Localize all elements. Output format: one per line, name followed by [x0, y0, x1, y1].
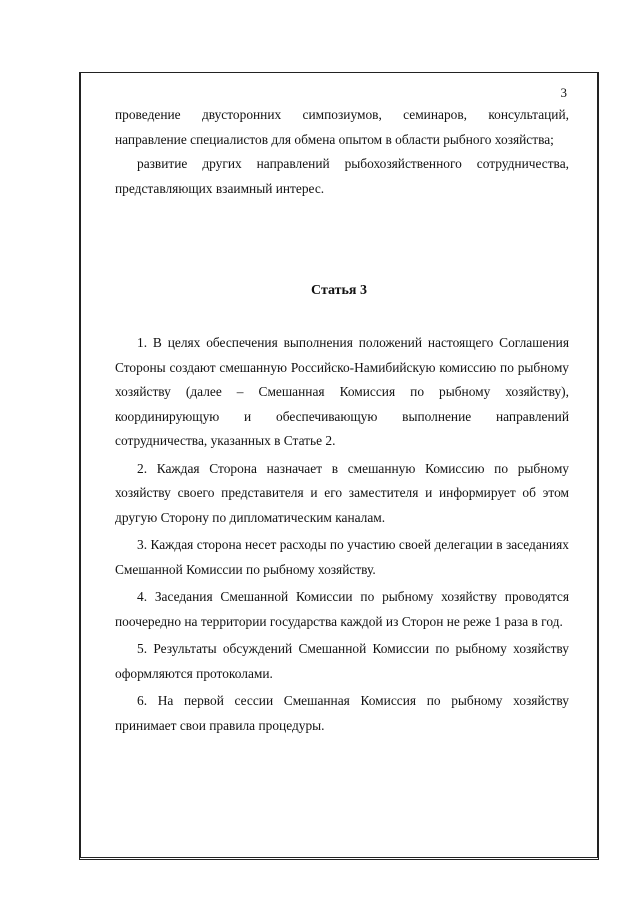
page-frame [79, 72, 599, 860]
intro-text [115, 103, 569, 201]
article-paragraph: 5. Результаты обсуждений Смешанной Комиссии по рыбному хозяйству оформляются протоколами. [115, 641, 569, 681]
article-paragraph: 4. Заседания Смешанной Комиссии по рыбному хозяйству проводятся поочередно на территории государства каждой из Сторон не реже 1 раза в год. [115, 589, 569, 629]
page-number: 3 [560, 85, 567, 100]
article-body [115, 331, 569, 741]
article-paragraph: 3. Каждая сторона несет расходы по участию своей делегации в заседаниях Смешанной Комиссии по рыбному хозяйству. [115, 537, 569, 577]
intro-paragraph: проведение двусторонних симпозиумов, семинаров, консультаций, направление специалистов для обмена опытом в области рыбного хозяйства; [115, 107, 569, 147]
article-paragraph: 2. Каждая Сторона назначает в смешанную Комиссию по рыбному хозяйству своего представителя и его заместителя и информирует об этом другую Сторону по дипломатическим каналам. [115, 460, 569, 525]
article-paragraph: 6. На первой сессии Смешанная Комиссия по рыбному хозяйству принимает свои правила процедуры. [115, 693, 569, 733]
article-title: Статья 3 [311, 283, 367, 298]
intro-paragraph: развитие других направлений рыбохозяйственного сотрудничества, представляющих взаимный интерес. [115, 156, 569, 196]
article-paragraph: 1. В целях обеспечения выполнения положений настоящего Соглашения Стороны создают смешанную Российско-Намибийскую комиссию по рыбному хозяйству (далее – Смешанная Комиссия по рыбному хозяйству), координирующую и обеспечивающую выполнение направлений сотрудничества, указанных в Статье 2. [115, 335, 569, 448]
